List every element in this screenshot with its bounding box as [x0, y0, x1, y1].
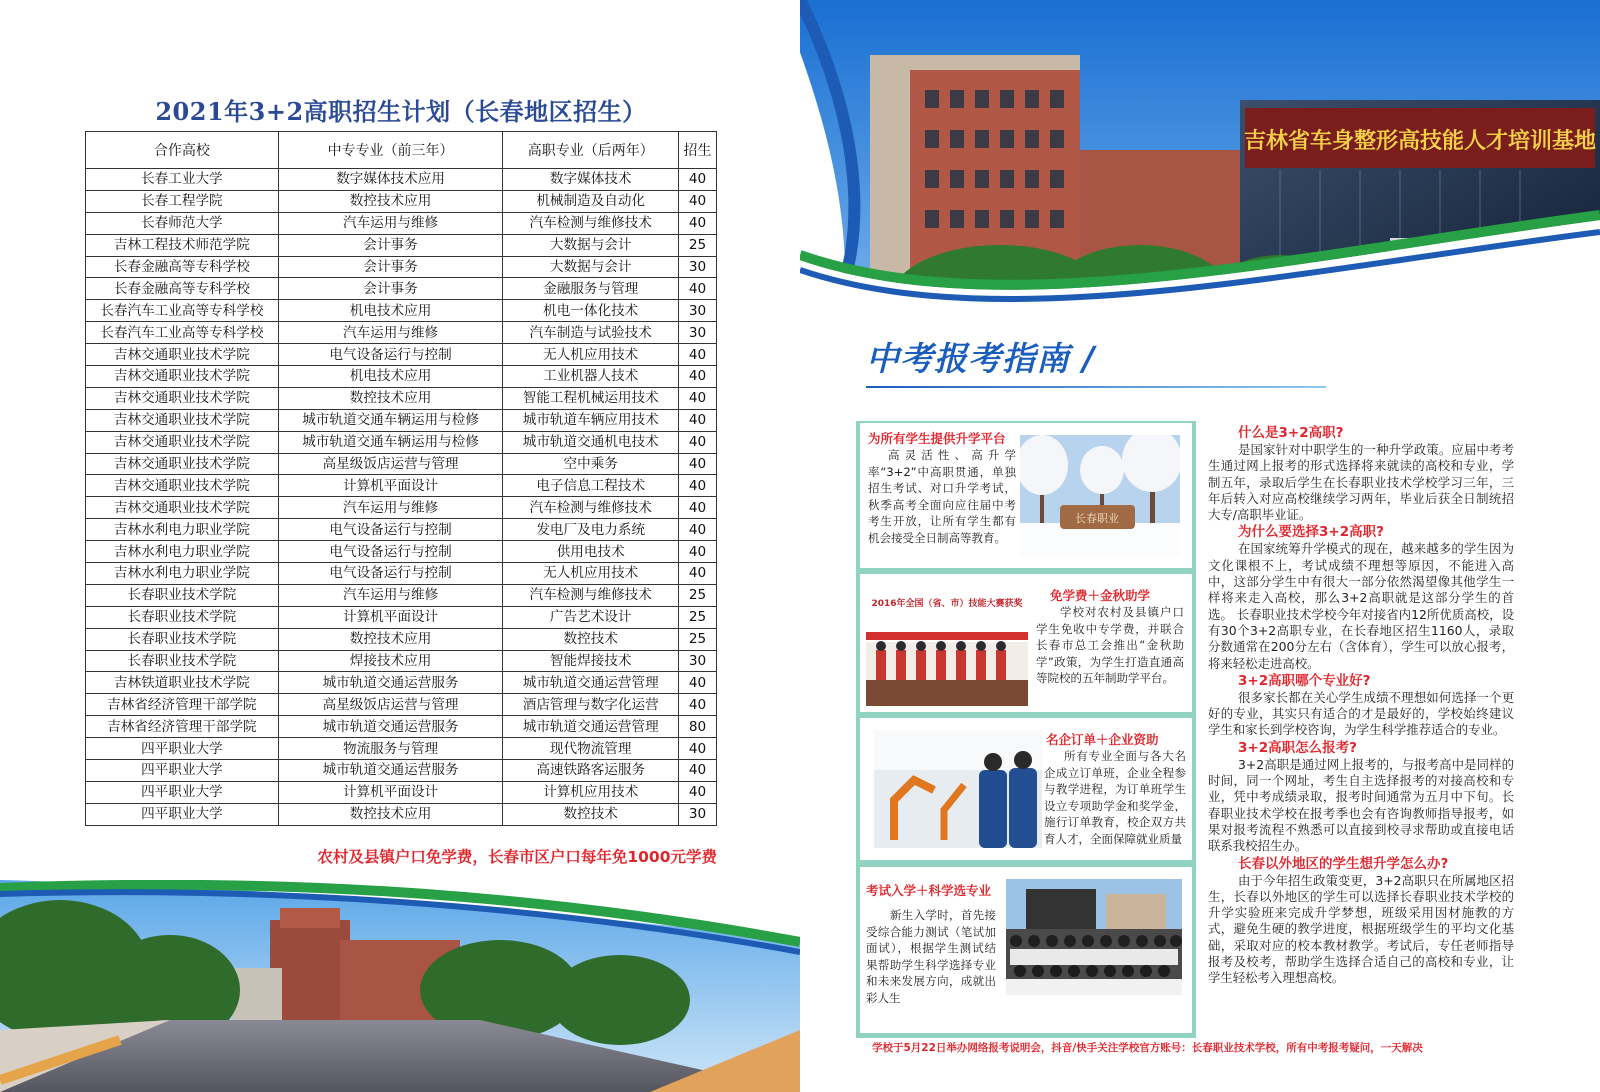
cell-secondary-major: 高星级饭店运营与管理 [278, 453, 503, 475]
cell-quota: 40 [679, 563, 717, 585]
cell-college-major: 高速铁路客运服务 [503, 760, 679, 782]
stone-inscription: 长春职业 [1075, 512, 1119, 525]
faq-answer: 3+2高职是通过网上报考的，与报考高中是同样的时间，同一个网址，考生自主选择报考的对接高校和专业，凭中考成绩录取，报考时间通常为五月中下旬。长春职业技术学校在报考季也会有咨询教师指导报考，如果对报考流程不熟悉可以直接到校寻求帮助或直接电话联系我校招生办。 [1208, 756, 1514, 854]
cell-partner-school: 吉林交通职业技术学院 [86, 409, 279, 431]
cell-quota: 25 [679, 584, 717, 606]
cell-quota: 40 [679, 366, 717, 388]
table-row [86, 190, 717, 212]
feature-card-platform [860, 423, 1192, 568]
cell-college-major: 汽车检测与维修技术 [503, 497, 679, 519]
cell-quota: 40 [679, 475, 717, 497]
card-body: 所有专业全面与各大名企成立订单班，企业全程参与教学进程，为订单班学生设立专项助学金和奖学金，施行订单教育，校企双方共育人才，全面保障就业质量 [1044, 749, 1186, 846]
cell-college-major: 城市轨道交通机电技术 [503, 431, 679, 453]
table-row [86, 475, 717, 497]
table-row [86, 760, 717, 782]
cell-college-major: 城市轨道车辆应用技术 [503, 409, 679, 431]
cell-secondary-major: 电气设备运行与控制 [278, 541, 503, 563]
faq-answer: 在国家统筹升学模式的现在，越来越多的学生因为文化课根不上，考试成绩不理想等原因，不能进入高中，这部分学生中有很大一部分依然渴望像其他学生一样将来走入高校，那么3+2高职就是这部分学生的首选。 长春职业技术学校今年对接省内12所优质高校，设有30个3+2高职专业，在长春地区招生1160人，录取分数通常在200分左右（含体育），学生可以放心报考，将来轻松走进高校。 [1208, 541, 1514, 671]
table-row [86, 606, 717, 628]
campus-road-illustration [0, 880, 800, 1092]
header-college-major: 高职专业（后两年） [503, 132, 679, 169]
table-header-row [86, 132, 717, 169]
table-row [86, 716, 717, 738]
cell-partner-school: 吉林交通职业技术学院 [86, 344, 279, 366]
table-row [86, 694, 717, 716]
cell-college-major: 智能焊接技术 [503, 650, 679, 672]
cell-partner-school: 吉林水利电力职业学院 [86, 519, 279, 541]
faq-answer: 是国家针对中职学生的一种升学政策。应届中考考生通过网上报考的形式选择将来就读的高校和专业，学制五年，录取后学生在长春职业技术学校学习三年，三年后转入对应高校继续学习两年，毕业后获全日制统招大专/高职毕业证。 [1208, 442, 1514, 523]
cell-partner-school: 吉林水利电力职业学院 [86, 563, 279, 585]
award-ceremony-photo [866, 580, 1028, 706]
cell-quota: 25 [679, 234, 717, 256]
snow-campus-photo [1020, 435, 1180, 557]
faq-question: 3+2高职怎么报考? [1238, 739, 1357, 756]
cell-quota: 30 [679, 650, 717, 672]
tuition-waiver-note: 农村及县镇户口免学费，长春市区户口每年免1000元学费 [317, 848, 717, 866]
cell-partner-school: 长春汽车工业高等专科学校 [86, 300, 279, 322]
faq-question: 什么是3+2高职? [1238, 425, 1344, 441]
table-row [86, 584, 717, 606]
cell-quota: 40 [679, 344, 717, 366]
cell-college-major: 机械制造及自动化 [503, 190, 679, 212]
right-page [800, 0, 1600, 1092]
table-row [86, 409, 717, 431]
plan-title: 2021年3+2高职招生计划（长春地区招生） [155, 97, 647, 126]
cell-secondary-major: 城市轨道交通车辆运用与检修 [278, 409, 503, 431]
header-partner-school: 合作高校 [86, 132, 279, 169]
cell-partner-school: 四平职业大学 [86, 803, 279, 825]
cell-secondary-major: 会计事务 [278, 234, 503, 256]
cell-quota: 40 [679, 453, 717, 475]
campus-building-photo [800, 0, 1600, 350]
cell-partner-school: 长春汽车工业高等专科学校 [86, 322, 279, 344]
cell-quota: 40 [679, 694, 717, 716]
cell-secondary-major: 电气设备运行与控制 [278, 519, 503, 541]
faq-question: 长春以外地区的学生想升学怎么办? [1238, 855, 1449, 872]
cell-college-major: 金融服务与管理 [503, 278, 679, 300]
cell-college-major: 大数据与会计 [503, 234, 679, 256]
cell-secondary-major: 数字媒体技术应用 [278, 169, 503, 191]
table-row [86, 278, 717, 300]
header-quota: 招生 [679, 132, 717, 169]
table-row [86, 256, 717, 278]
cell-college-major: 工业机器人技术 [503, 366, 679, 388]
cell-secondary-major: 会计事务 [278, 256, 503, 278]
card-title: 免学费＋金秋助学 [1050, 588, 1151, 603]
cell-quota: 30 [679, 256, 717, 278]
faq-question: 3+2高职哪个专业好? [1238, 672, 1371, 689]
cell-partner-school: 长春工程学院 [86, 190, 279, 212]
cell-partner-school: 吉林工程技术师范学院 [86, 234, 279, 256]
cell-secondary-major: 会计事务 [278, 278, 503, 300]
cell-quota: 30 [679, 322, 717, 344]
table-row [86, 672, 717, 694]
cell-partner-school: 吉林水利电力职业学院 [86, 541, 279, 563]
table-row [86, 169, 717, 191]
cell-secondary-major: 汽车运用与维修 [278, 212, 503, 234]
cell-college-major: 大数据与会计 [503, 256, 679, 278]
cell-partner-school: 吉林交通职业技术学院 [86, 387, 279, 409]
table-row [86, 453, 717, 475]
cell-partner-school: 长春师范大学 [86, 212, 279, 234]
cell-quota: 40 [679, 541, 717, 563]
cell-college-major: 发电厂及电力系统 [503, 519, 679, 541]
cell-quota: 40 [679, 212, 717, 234]
card-body: 新生入学时，首先接受综合能力测试（笔试加面试），根据学生测试结果帮助学生科学选择专业和未来发展方向，成就出彩人生 [866, 908, 996, 1005]
cell-college-major: 无人机应用技术 [503, 344, 679, 366]
faq-section [1208, 424, 1514, 987]
cell-partner-school: 长春工业大学 [86, 169, 279, 191]
cell-partner-school: 吉林交通职业技术学院 [86, 431, 279, 453]
cell-quota: 40 [679, 190, 717, 212]
cell-secondary-major: 数控技术应用 [278, 190, 503, 212]
table-row [86, 431, 717, 453]
cell-quota: 40 [679, 278, 717, 300]
faq-question: 为什么要选择3+2高职? [1238, 524, 1384, 541]
table-row [86, 650, 717, 672]
building-sign-text: 吉林省车身整形高技能人才培训基地 [1243, 128, 1597, 154]
cell-secondary-major: 电气设备运行与控制 [278, 563, 503, 585]
cell-partner-school: 吉林省经济管理干部学院 [86, 694, 279, 716]
cell-secondary-major: 机电技术应用 [278, 366, 503, 388]
cell-secondary-major: 数控技术应用 [278, 803, 503, 825]
feature-card-tuition [860, 574, 1192, 712]
card-title: 为所有学生提供升学平台 [868, 431, 1006, 446]
table-row [86, 322, 717, 344]
cell-quota: 25 [679, 606, 717, 628]
table-row [86, 366, 717, 388]
table-row [86, 803, 717, 825]
cell-secondary-major: 焊接技术应用 [278, 650, 503, 672]
cell-college-major: 空中乘务 [503, 453, 679, 475]
banner-text: 2016年全国（省、市）技能大赛获奖 [871, 599, 1023, 609]
cell-partner-school: 长春金融高等专科学校 [86, 278, 279, 300]
cell-secondary-major: 高星级饭店运营与管理 [278, 694, 503, 716]
table-row [86, 541, 717, 563]
cell-quota: 30 [679, 300, 717, 322]
cell-partner-school: 吉林交通职业技术学院 [86, 497, 279, 519]
cell-quota: 40 [679, 409, 717, 431]
table-row [86, 212, 717, 234]
cell-partner-school: 吉林交通职业技术学院 [86, 475, 279, 497]
card-body: 高灵活性、高升学率“3+2”中高职贯通，单独招生考试、对口升学考试，秋季高考全面向应往届中考考生开放，让所有学生都有机会接受全日制高等教育。 [868, 448, 1016, 545]
table-row [86, 234, 717, 256]
cell-secondary-major: 汽车运用与维修 [278, 497, 503, 519]
cell-partner-school: 四平职业大学 [86, 738, 279, 760]
cell-secondary-major: 电气设备运行与控制 [278, 344, 503, 366]
feature-card-exam [860, 867, 1192, 1033]
cell-college-major: 城市轨道交通运营管理 [503, 716, 679, 738]
table-row [86, 738, 717, 760]
cell-college-major: 智能工程机械运用技术 [503, 387, 679, 409]
cell-quota: 40 [679, 387, 717, 409]
cell-college-major: 无人机应用技术 [503, 563, 679, 585]
feature-panel [856, 421, 1196, 1038]
cell-college-major: 电子信息工程技术 [503, 475, 679, 497]
cell-quota: 40 [679, 738, 717, 760]
table-row [86, 387, 717, 409]
cell-partner-school: 长春职业技术学院 [86, 650, 279, 672]
cell-secondary-major: 计算机平面设计 [278, 606, 503, 628]
card-body: 学校对农村及县镇户口学生免收中专学费，并联合长春市总工会推出“金秋助学”政策，为学生打造直通高等院校的五年制助学平台。 [1036, 605, 1184, 685]
cell-college-major: 酒店管理与数字化运营 [503, 694, 679, 716]
cell-quota: 40 [679, 519, 717, 541]
enrollment-plan-table [85, 131, 717, 826]
cell-secondary-major: 物流服务与管理 [278, 738, 503, 760]
cell-quota: 25 [679, 628, 717, 650]
heading-underline [866, 386, 1326, 388]
robot-lab-photo [874, 730, 1042, 848]
cell-partner-school: 四平职业大学 [86, 760, 279, 782]
cell-college-major: 数字媒体技术 [503, 169, 679, 191]
cell-secondary-major: 汽车运用与维修 [278, 584, 503, 606]
cell-partner-school: 四平职业大学 [86, 781, 279, 803]
faq-answer: 很多家长都在关心学生成绩不理想如何选择一个更好的专业，其实只有适合的才是最好的，学校始终建议学生和家长到学校咨询，为学生科学推荐适合的专业。 [1208, 689, 1514, 738]
cell-secondary-major: 城市轨道交通运营服务 [278, 760, 503, 782]
cell-secondary-major: 城市轨道交通运营服务 [278, 672, 503, 694]
cell-college-major: 计算机应用技术 [503, 781, 679, 803]
cell-secondary-major: 数控技术应用 [278, 387, 503, 409]
cell-partner-school: 长春职业技术学院 [86, 584, 279, 606]
guide-heading: 中考报考指南 / [866, 339, 1096, 378]
cell-college-major: 广告艺术设计 [503, 606, 679, 628]
cell-quota: 80 [679, 716, 717, 738]
table-row [86, 497, 717, 519]
cell-secondary-major: 计算机平面设计 [278, 475, 503, 497]
cell-college-major: 汽车制造与试验技术 [503, 322, 679, 344]
cell-quota: 40 [679, 169, 717, 191]
feature-card-enterprise [860, 718, 1192, 860]
cell-quota: 40 [679, 431, 717, 453]
table-row [86, 519, 717, 541]
cell-college-major: 汽车检测与维修技术 [503, 212, 679, 234]
faq-answer: 由于今年招生政策变更，3+2高职只在所属地区招生，长春以外地区的学生可以选择长春职业技术学校的升学实验班来完成升学梦想，班级采用因材施教的方式，避免生硬的教学进度，根据班级学生的平均文化基础，采取对应的校本教材教学。考试后，专任老师指导报考及校考，帮助学生选择合适自己的高校和专业，让学生轻松考入理想高校。 [1208, 872, 1514, 986]
card-title: 考试入学＋科学选专业 [866, 883, 992, 898]
cell-quota: 30 [679, 803, 717, 825]
cell-quota: 40 [679, 781, 717, 803]
cell-partner-school: 长春职业技术学院 [86, 606, 279, 628]
cell-secondary-major: 数控技术应用 [278, 628, 503, 650]
students-group-photo [1006, 879, 1182, 995]
cell-secondary-major: 汽车运用与维修 [278, 322, 503, 344]
cell-quota: 40 [679, 497, 717, 519]
cell-secondary-major: 城市轨道交通车辆运用与检修 [278, 431, 503, 453]
cell-secondary-major: 计算机平面设计 [278, 781, 503, 803]
cell-partner-school: 吉林交通职业技术学院 [86, 453, 279, 475]
table-row [86, 781, 717, 803]
cell-college-major: 现代物流管理 [503, 738, 679, 760]
cell-college-major: 供用电技术 [503, 541, 679, 563]
table-row [86, 628, 717, 650]
cell-partner-school: 吉林铁道职业技术学院 [86, 672, 279, 694]
card-title: 名企订单＋企业资助 [1046, 732, 1159, 747]
cell-secondary-major: 机电技术应用 [278, 300, 503, 322]
campus-building-illustration [800, 0, 1600, 350]
header-secondary-major: 中专专业（前三年） [278, 132, 503, 169]
livestream-notice: 学校于5月22日举办网络报考说明会，抖音/快手关注学校官方账号：长春职业技术学校，所有中考报考疑问，一天解决 [872, 1042, 1423, 1054]
cell-college-major: 数控技术 [503, 628, 679, 650]
table-body [86, 169, 717, 826]
table-row [86, 344, 717, 366]
cell-secondary-major: 城市轨道交通运营服务 [278, 716, 503, 738]
cell-college-major: 城市轨道交通运营管理 [503, 672, 679, 694]
cell-quota: 40 [679, 760, 717, 782]
table-row [86, 300, 717, 322]
cell-partner-school: 吉林交通职业技术学院 [86, 366, 279, 388]
cell-college-major: 数控技术 [503, 803, 679, 825]
cell-partner-school: 吉林省经济管理干部学院 [86, 716, 279, 738]
campus-road-photo [0, 880, 800, 1092]
cell-college-major: 机电一体化技术 [503, 300, 679, 322]
cell-partner-school: 长春职业技术学院 [86, 628, 279, 650]
cell-partner-school: 长春金融高等专科学校 [86, 256, 279, 278]
cell-college-major: 汽车检测与维修技术 [503, 584, 679, 606]
table-row [86, 563, 717, 585]
cell-quota: 40 [679, 672, 717, 694]
